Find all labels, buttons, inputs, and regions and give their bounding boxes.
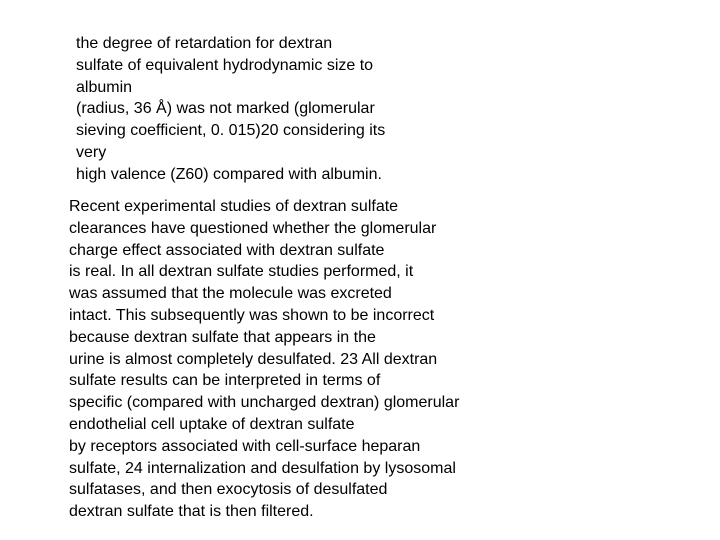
text-line: by receptors associated with cell-surface heparan (69, 437, 421, 455)
text-line: high valence (Z60) compared with albumin. (76, 165, 382, 183)
text-line: sulfate, 24 internalization and desulfation by lysosomal (69, 459, 456, 477)
text-line: urine is almost completely desulfated. 23 All dextran (69, 350, 438, 368)
paragraph-1 (76, 33, 385, 186)
text-line: (radius, 36 Å) was not marked (glomerular (76, 100, 375, 118)
paragraph-2 (69, 196, 459, 523)
text-line: sulfatases, and then exocytosis of desulfated (69, 481, 388, 499)
text-line: sulfate of equivalent hydrodynamic size to (76, 56, 374, 74)
text-line: Recent experimental studies of dextran sulfate (69, 198, 399, 215)
text-line: specific (compared with uncharged dextran) glomerular (69, 394, 460, 412)
text-line: sulfate results can be interpreted in terms of (69, 372, 381, 390)
text-line: endothelial cell uptake of dextran sulfate (69, 415, 355, 433)
text-line: sieving coefficient, 0. 015)20 considering its (76, 122, 386, 140)
text-line: the degree of retardation for dextran (76, 35, 333, 52)
text-line: dextran sulfate that is then filtered. (69, 503, 314, 521)
text-line: was assumed that the molecule was excreted (69, 285, 392, 303)
text-line: because dextran sulfate that appears in the (69, 328, 376, 346)
text-line: albumin (76, 78, 133, 96)
text-line: intact. This subsequently was shown to be incorrect (69, 306, 435, 324)
text-line: charge effect associated with dextran sulfate (69, 241, 385, 259)
text-line: very (76, 143, 107, 161)
text-line: clearances have questioned whether the glomerular (69, 219, 437, 237)
text-line: is real. In all dextran sulfate studies performed, it (69, 263, 414, 281)
